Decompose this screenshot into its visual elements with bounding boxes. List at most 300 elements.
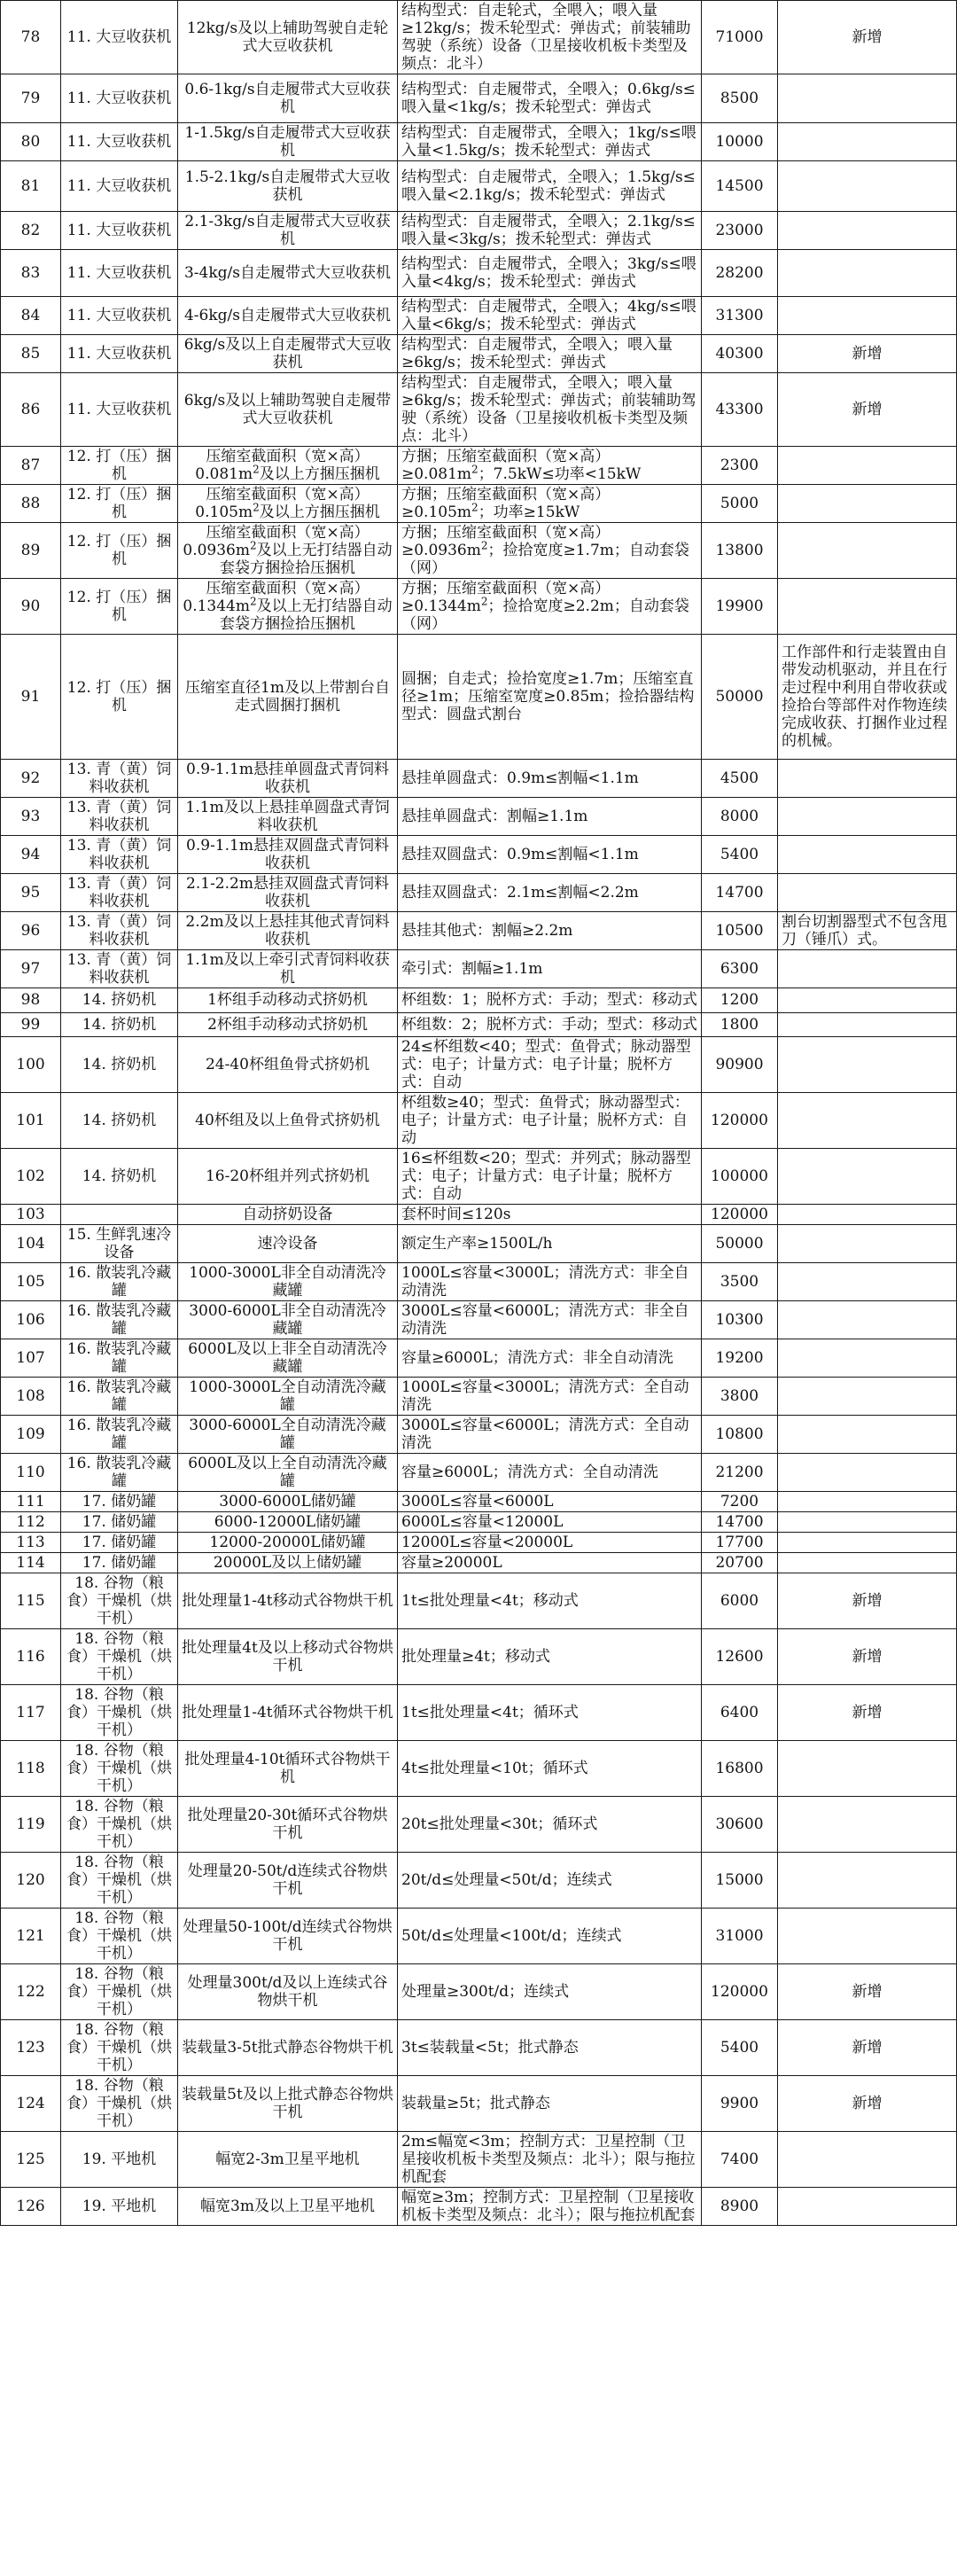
row-item-name: 1.5-2.1kg/s自走履带式大豆收获机 xyxy=(178,161,398,211)
row-spec: 结构型式：自走轮式，全喂入；喂入量≥12kg/s；拨禾轮型式：弹齿式；前装辅助驾驶（系统）设备（卫星接收机板卡类型及频点：北斗） xyxy=(398,1,702,74)
row-note xyxy=(778,1853,957,1909)
row-spec: 结构型式：自走履带式，全喂入；1kg/s≤喂入量<1.5kg/s；拨禾轮型式：弹齿式 xyxy=(398,123,702,161)
row-item-name: 24-40杯组鱼骨式挤奶机 xyxy=(178,1037,398,1093)
row-category: 18. 谷物（粮食）干燥机（烘干机） xyxy=(61,1685,178,1741)
row-number: 79 xyxy=(1,74,61,123)
row-note: 割台切割器型式不包含甩刀（锤爪）式。 xyxy=(778,912,957,950)
row-spec: 方捆；压缩室截面积（宽×高）$\ge 0.1344m^2$；捡拾宽度≥2.2m；自动套袋（网） xyxy=(398,578,702,634)
table-row xyxy=(1,1853,957,1909)
row-spec: 杯组数≥40；型式：鱼骨式；脉动器型式：电子；计量方式：电子计量；脱杯方式：自动 xyxy=(398,1093,702,1149)
row-category: 12. 打（压）捆机 xyxy=(61,446,178,484)
row-category: 11. 大豆收获机 xyxy=(61,123,178,161)
row-category: 14. 挤奶机 xyxy=(61,1037,178,1093)
table-row xyxy=(1,1263,957,1301)
row-note xyxy=(778,446,957,484)
row-number: 110 xyxy=(1,1454,61,1492)
row-amount: 8000 xyxy=(702,798,778,836)
table-row xyxy=(1,1964,957,2020)
row-amount: 10800 xyxy=(702,1416,778,1454)
row-category: 13. 青（黄）饲料收获机 xyxy=(61,836,178,874)
row-category: 18. 谷物（粮食）干燥机（烘干机） xyxy=(61,1853,178,1909)
row-spec: 4t≤批处理量<10t；循环式 xyxy=(398,1741,702,1797)
row-number: 103 xyxy=(1,1205,61,1225)
row-number: 91 xyxy=(1,634,61,759)
row-number: 126 xyxy=(1,2188,61,2226)
table-row xyxy=(1,123,957,161)
row-note xyxy=(778,1378,957,1416)
row-number: 113 xyxy=(1,1533,61,1553)
row-item-name: 6kg/s及以上辅助驾驶自走履带式大豆收获机 xyxy=(178,372,398,446)
row-note xyxy=(778,1263,957,1301)
row-spec: 圆捆；自走式；捡拾宽度≥1.7m；压缩室直径≥1m；压缩室宽度≥0.85m；捡拾器结构型式：圆盘式割台 xyxy=(398,634,702,759)
row-item-name: 压缩室截面积（宽×高）$0.0936m^2$及以上无打结器自动套袋方捆捡拾压捆机 xyxy=(178,522,398,578)
row-note xyxy=(778,211,957,249)
row-spec: 50t/d≤处理量<100t/d；连续式 xyxy=(398,1909,702,1964)
row-number: 99 xyxy=(1,1012,61,1037)
row-note xyxy=(778,296,957,334)
row-category: 18. 谷物（粮食）干燥机（烘干机） xyxy=(61,1629,178,1685)
row-amount: 7400 xyxy=(702,2132,778,2188)
row-category: 11. 大豆收获机 xyxy=(61,372,178,446)
row-category: 17. 储奶罐 xyxy=(61,1492,178,1512)
row-item-name: 幅宽3m及以上卫星平地机 xyxy=(178,2188,398,2226)
row-category: 14. 挤奶机 xyxy=(61,1093,178,1149)
table-row xyxy=(1,1205,957,1225)
row-note xyxy=(778,1741,957,1797)
row-category: 11. 大豆收获机 xyxy=(61,334,178,372)
row-amount: 120000 xyxy=(702,1093,778,1149)
row-spec: 结构型式：自走履带式，全喂入；喂入量≥6kg/s；拨禾轮型式：弹齿式 xyxy=(398,334,702,372)
row-note xyxy=(778,1416,957,1454)
row-number: 84 xyxy=(1,296,61,334)
row-note xyxy=(778,1553,957,1573)
row-item-name: 速冷设备 xyxy=(178,1225,398,1263)
table-row xyxy=(1,161,957,211)
row-amount: 28200 xyxy=(702,249,778,296)
row-spec: 牵引式：割幅≥1.1m xyxy=(398,950,702,988)
row-category: 13. 青（黄）饲料收获机 xyxy=(61,874,178,912)
row-item-name: 处理量300t/d及以上连续式谷物烘干机 xyxy=(178,1964,398,2020)
row-note xyxy=(778,2132,957,2188)
row-category: 16. 散装乳冷藏罐 xyxy=(61,1378,178,1416)
row-amount: 13800 xyxy=(702,522,778,578)
row-number: 92 xyxy=(1,760,61,798)
row-spec: 悬挂单圆盘式：0.9m≤割幅<1.1m xyxy=(398,760,702,798)
row-number: 118 xyxy=(1,1741,61,1797)
row-amount: 5400 xyxy=(702,2020,778,2076)
row-number: 101 xyxy=(1,1093,61,1149)
row-amount: 10500 xyxy=(702,912,778,950)
row-category: 12. 打（压）捆机 xyxy=(61,578,178,634)
row-item-name: 1000-3000L非全自动清洗冷藏罐 xyxy=(178,1263,398,1301)
row-amount: 6400 xyxy=(702,1685,778,1741)
row-spec: 3000L≤容量<6000L xyxy=(398,1492,702,1512)
table-row xyxy=(1,578,957,634)
row-spec: 容量≥20000L xyxy=(398,1553,702,1573)
table-row xyxy=(1,1416,957,1454)
row-category: 19. 平地机 xyxy=(61,2132,178,2188)
row-item-name: 批处理量4t及以上移动式谷物烘干机 xyxy=(178,1629,398,1685)
table-row xyxy=(1,484,957,522)
row-category: 17. 储奶罐 xyxy=(61,1553,178,1573)
row-number: 83 xyxy=(1,249,61,296)
table-row xyxy=(1,1629,957,1685)
row-note xyxy=(778,1037,957,1093)
row-number: 86 xyxy=(1,372,61,446)
table-row xyxy=(1,334,957,372)
row-category: 13. 青（黄）饲料收获机 xyxy=(61,912,178,950)
row-spec: 结构型式：自走履带式，全喂入；2.1kg/s≤喂入量<3kg/s；拨禾轮型式：弹齿式 xyxy=(398,211,702,249)
row-number: 90 xyxy=(1,578,61,634)
row-amount: 20700 xyxy=(702,1553,778,1573)
table-row xyxy=(1,2020,957,2076)
row-amount: 3800 xyxy=(702,1378,778,1416)
row-number: 87 xyxy=(1,446,61,484)
row-item-name: 0.9-1.1m悬挂双圆盘式青饲料收获机 xyxy=(178,836,398,874)
row-item-name: 1000-3000L全自动清洗冷藏罐 xyxy=(178,1378,398,1416)
row-number: 104 xyxy=(1,1225,61,1263)
row-item-name: 2杯组手动移动式挤奶机 xyxy=(178,1012,398,1037)
row-note xyxy=(778,123,957,161)
table-row xyxy=(1,798,957,836)
row-amount: 3500 xyxy=(702,1263,778,1301)
row-number: 89 xyxy=(1,522,61,578)
row-amount: 7200 xyxy=(702,1492,778,1512)
row-spec: 杯组数：2；脱杯方式：手动；型式：移动式 xyxy=(398,1012,702,1037)
row-spec: 3000L≤容量<6000L；清洗方式：全自动清洗 xyxy=(398,1416,702,1454)
row-note xyxy=(778,522,957,578)
table-row xyxy=(1,836,957,874)
row-category: 14. 挤奶机 xyxy=(61,1149,178,1205)
row-item-name: 2.1-2.2m悬挂双圆盘式青饲料收获机 xyxy=(178,874,398,912)
row-number: 97 xyxy=(1,950,61,988)
row-item-name: 4-6kg/s自走履带式大豆收获机 xyxy=(178,296,398,334)
table-row xyxy=(1,1533,957,1553)
table-row xyxy=(1,912,957,950)
row-category: 17. 储奶罐 xyxy=(61,1512,178,1533)
row-note xyxy=(778,1205,957,1225)
row-category: 16. 散装乳冷藏罐 xyxy=(61,1263,178,1301)
row-number: 114 xyxy=(1,1553,61,1573)
row-category: 18. 谷物（粮食）干燥机（烘干机） xyxy=(61,1797,178,1853)
row-note xyxy=(778,874,957,912)
row-note xyxy=(778,1533,957,1553)
row-item-name: 批处理量20-30t循环式谷物烘干机 xyxy=(178,1797,398,1853)
row-category: 16. 散装乳冷藏罐 xyxy=(61,1416,178,1454)
row-item-name: 20000L及以上储奶罐 xyxy=(178,1553,398,1573)
row-amount: 17700 xyxy=(702,1533,778,1553)
row-note xyxy=(778,836,957,874)
row-amount: 5000 xyxy=(702,484,778,522)
table-row xyxy=(1,1301,957,1339)
row-spec: 套杯时间≤120s xyxy=(398,1205,702,1225)
table-row xyxy=(1,1037,957,1093)
row-item-name: 批处理量4-10t循环式谷物烘干机 xyxy=(178,1741,398,1797)
row-number: 120 xyxy=(1,1853,61,1909)
row-category: 13. 青（黄）饲料收获机 xyxy=(61,798,178,836)
table-row xyxy=(1,1797,957,1853)
table-row xyxy=(1,988,957,1013)
row-category: 11. 大豆收获机 xyxy=(61,296,178,334)
row-item-name: 批处理量1-4t循环式谷物烘干机 xyxy=(178,1685,398,1741)
row-spec: 装载量≥5t；批式静态 xyxy=(398,2076,702,2132)
row-item-name: 1杯组手动移动式挤奶机 xyxy=(178,988,398,1013)
row-category: 19. 平地机 xyxy=(61,2188,178,2226)
row-spec: 20t/d≤处理量<50t/d；连续式 xyxy=(398,1853,702,1909)
row-note: 工作部件和行走装置由自带发动机驱动，并且在行走过程中利用自带收获或捡拾台等部件对作物连续完成收获、打捆作业过程的机械。 xyxy=(778,634,957,759)
row-number: 122 xyxy=(1,1964,61,2020)
row-spec: 结构型式：自走履带式，全喂入；3kg/s≤喂入量<4kg/s；拨禾轮型式：弹齿式 xyxy=(398,249,702,296)
row-amount: 15000 xyxy=(702,1853,778,1909)
row-amount: 8900 xyxy=(702,2188,778,2226)
row-item-name: 0.6-1kg/s自走履带式大豆收获机 xyxy=(178,74,398,123)
row-category: 12. 打（压）捆机 xyxy=(61,634,178,759)
table-row xyxy=(1,74,957,123)
row-amount: 19900 xyxy=(702,578,778,634)
row-amount: 9900 xyxy=(702,2076,778,2132)
row-item-name: 3000-6000L全自动清洗冷藏罐 xyxy=(178,1416,398,1454)
row-item-name: 16-20杯组并列式挤奶机 xyxy=(178,1149,398,1205)
row-note xyxy=(778,1012,957,1037)
row-amount: 6300 xyxy=(702,950,778,988)
row-note xyxy=(778,249,957,296)
row-spec: 结构型式：自走履带式，全喂入；4kg/s≤喂入量<6kg/s；拨禾轮型式：弹齿式 xyxy=(398,296,702,334)
table-row xyxy=(1,1378,957,1416)
row-spec: 悬挂双圆盘式：2.1m≤割幅<2.2m xyxy=(398,874,702,912)
row-amount: 90900 xyxy=(702,1037,778,1093)
row-spec: 悬挂单圆盘式：割幅≥1.1m xyxy=(398,798,702,836)
row-amount: 21200 xyxy=(702,1454,778,1492)
row-note xyxy=(778,1149,957,1205)
row-item-name: 6kg/s及以上自走履带式大豆收获机 xyxy=(178,334,398,372)
row-category: 11. 大豆收获机 xyxy=(61,249,178,296)
row-spec: 批处理量≥4t；移动式 xyxy=(398,1629,702,1685)
table-row xyxy=(1,296,957,334)
row-category: 14. 挤奶机 xyxy=(61,1012,178,1037)
table-row xyxy=(1,372,957,446)
row-item-name: 压缩室直径1m及以上带割台自走式圆捆打捆机 xyxy=(178,634,398,759)
row-amount: 40300 xyxy=(702,334,778,372)
table-row xyxy=(1,950,957,988)
table-row xyxy=(1,760,957,798)
row-category xyxy=(61,1205,178,1225)
row-item-name: 幅宽2-3m卫星平地机 xyxy=(178,2132,398,2188)
row-note: 新增 xyxy=(778,372,957,446)
row-amount: 5400 xyxy=(702,836,778,874)
row-spec: 结构型式：自走履带式，全喂入；0.6kg/s≤喂入量<1kg/s；拨禾轮型式：弹齿式 xyxy=(398,74,702,123)
row-spec: 24≤杯组数<40；型式：鱼骨式；脉动器型式：电子；计量方式：电子计量；脱杯方式：自动 xyxy=(398,1037,702,1093)
row-category: 14. 挤奶机 xyxy=(61,988,178,1013)
row-spec: 容量≥6000L；清洗方式：非全自动清洗 xyxy=(398,1339,702,1378)
row-number: 106 xyxy=(1,1301,61,1339)
row-item-name: 2.1-3kg/s自走履带式大豆收获机 xyxy=(178,211,398,249)
table-row xyxy=(1,1149,957,1205)
row-note xyxy=(778,798,957,836)
row-spec: 处理量≥300t/d；连续式 xyxy=(398,1964,702,2020)
row-note xyxy=(778,1301,957,1339)
row-note: 新增 xyxy=(778,334,957,372)
row-number: 100 xyxy=(1,1037,61,1093)
table-row xyxy=(1,1454,957,1492)
row-spec: 方捆；压缩室截面积（宽×高）$\ge 0.105m^2$；功率≥15kW xyxy=(398,484,702,522)
row-amount: 71000 xyxy=(702,1,778,74)
row-item-name: 1-1.5kg/s自走履带式大豆收获机 xyxy=(178,123,398,161)
row-category: 16. 散装乳冷藏罐 xyxy=(61,1339,178,1378)
row-amount: 120000 xyxy=(702,1205,778,1225)
row-category: 12. 打（压）捆机 xyxy=(61,522,178,578)
table-row xyxy=(1,1,957,74)
row-number: 105 xyxy=(1,1263,61,1301)
row-spec: 悬挂其他式：割幅≥2.2m xyxy=(398,912,702,950)
table-row xyxy=(1,2188,957,2226)
row-number: 116 xyxy=(1,1629,61,1685)
row-amount: 50000 xyxy=(702,1225,778,1263)
row-amount: 31000 xyxy=(702,1909,778,1964)
row-amount: 43300 xyxy=(702,372,778,446)
row-amount: 14500 xyxy=(702,161,778,211)
row-amount: 14700 xyxy=(702,1512,778,1533)
row-item-name: 处理量50-100t/d连续式谷物烘干机 xyxy=(178,1909,398,1964)
row-note xyxy=(778,161,957,211)
row-item-name: 40杯组及以上鱼骨式挤奶机 xyxy=(178,1093,398,1149)
row-item-name: 批处理量1-4t移动式谷物烘干机 xyxy=(178,1573,398,1629)
row-category: 11. 大豆收获机 xyxy=(61,74,178,123)
row-amount: 4500 xyxy=(702,760,778,798)
row-item-name: 3-4kg/s自走履带式大豆收获机 xyxy=(178,249,398,296)
row-number: 108 xyxy=(1,1378,61,1416)
table-row xyxy=(1,2132,957,2188)
row-spec: 3t≤装载量<5t；批式静态 xyxy=(398,2020,702,2076)
table-row xyxy=(1,1012,957,1037)
row-number: 82 xyxy=(1,211,61,249)
row-note xyxy=(778,1492,957,1512)
row-category: 18. 谷物（粮食）干燥机（烘干机） xyxy=(61,1741,178,1797)
table-row xyxy=(1,1909,957,1964)
row-note xyxy=(778,1512,957,1533)
row-category: 18. 谷物（粮食）干燥机（烘干机） xyxy=(61,2076,178,2132)
row-note: 新增 xyxy=(778,1,957,74)
row-number: 78 xyxy=(1,1,61,74)
table-row xyxy=(1,874,957,912)
row-amount: 23000 xyxy=(702,211,778,249)
row-number: 102 xyxy=(1,1149,61,1205)
row-note xyxy=(778,988,957,1013)
row-number: 111 xyxy=(1,1492,61,1512)
row-category: 11. 大豆收获机 xyxy=(61,161,178,211)
table-row xyxy=(1,1093,957,1149)
row-number: 80 xyxy=(1,123,61,161)
row-amount: 100000 xyxy=(702,1149,778,1205)
row-number: 121 xyxy=(1,1909,61,1964)
row-note xyxy=(778,578,957,634)
row-number: 85 xyxy=(1,334,61,372)
row-amount: 12600 xyxy=(702,1629,778,1685)
row-spec: 6000L≤容量<12000L xyxy=(398,1512,702,1533)
row-amount: 2300 xyxy=(702,446,778,484)
row-note: 新增 xyxy=(778,1964,957,2020)
row-number: 94 xyxy=(1,836,61,874)
row-amount: 31300 xyxy=(702,296,778,334)
row-item-name: 6000-12000L储奶罐 xyxy=(178,1512,398,1533)
row-category: 18. 谷物（粮食）干燥机（烘干机） xyxy=(61,1573,178,1629)
row-item-name: 压缩室截面积（宽×高）$0.1344m^2$及以上无打结器自动套袋方捆捡拾压捆机 xyxy=(178,578,398,634)
row-note xyxy=(778,74,957,123)
row-number: 81 xyxy=(1,161,61,211)
row-item-name: 3000-6000L非全自动清洗冷藏罐 xyxy=(178,1301,398,1339)
table-row xyxy=(1,1225,957,1263)
row-category: 16. 散装乳冷藏罐 xyxy=(61,1454,178,1492)
row-amount: 10000 xyxy=(702,123,778,161)
row-note xyxy=(778,1797,957,1853)
row-item-name: 0.9-1.1m悬挂单圆盘式青饲料收获机 xyxy=(178,760,398,798)
row-category: 16. 散装乳冷藏罐 xyxy=(61,1301,178,1339)
row-note xyxy=(778,484,957,522)
row-item-name: 3000-6000L储奶罐 xyxy=(178,1492,398,1512)
row-note xyxy=(778,760,957,798)
row-note xyxy=(778,2188,957,2226)
row-amount: 30600 xyxy=(702,1797,778,1853)
table-row xyxy=(1,1553,957,1573)
row-note: 新增 xyxy=(778,1685,957,1741)
table-row xyxy=(1,1492,957,1512)
row-category: 13. 青（黄）饲料收获机 xyxy=(61,760,178,798)
row-category: 18. 谷物（粮食）干燥机（烘干机） xyxy=(61,1964,178,2020)
row-spec: 悬挂双圆盘式：0.9m≤割幅<1.1m xyxy=(398,836,702,874)
row-item-name: 压缩室截面积（宽×高）$0.105m^2$及以上方捆压捆机 xyxy=(178,484,398,522)
row-note: 新增 xyxy=(778,1573,957,1629)
table-row xyxy=(1,249,957,296)
row-note xyxy=(778,950,957,988)
row-item-name: 自动挤奶设备 xyxy=(178,1205,398,1225)
row-amount: 6000 xyxy=(702,1573,778,1629)
row-item-name: 1.1m及以上牵引式青饲料收获机 xyxy=(178,950,398,988)
row-item-name: 装载量5t及以上批式静态谷物烘干机 xyxy=(178,2076,398,2132)
row-spec: 1t≤批处理量<4t；循环式 xyxy=(398,1685,702,1741)
row-spec: 3000L≤容量<6000L；清洗方式：非全自动清洗 xyxy=(398,1301,702,1339)
row-amount: 19200 xyxy=(702,1339,778,1378)
row-number: 98 xyxy=(1,988,61,1013)
row-category: 17. 储奶罐 xyxy=(61,1533,178,1553)
row-number: 124 xyxy=(1,2076,61,2132)
row-category: 18. 谷物（粮食）干燥机（烘干机） xyxy=(61,1909,178,1964)
table-row xyxy=(1,1339,957,1378)
row-number: 93 xyxy=(1,798,61,836)
row-category: 15. 生鲜乳速冷设备 xyxy=(61,1225,178,1263)
row-spec: 方捆；压缩室截面积（宽×高）$\ge 0.081m^2$；7.5kW≤功率<15kW xyxy=(398,446,702,484)
row-category: 11. 大豆收获机 xyxy=(61,211,178,249)
row-spec: 2m≤幅宽<3m；控制方式：卫星控制（卫星接收机板卡类型及频点：北斗）；限与拖拉机配套 xyxy=(398,2132,702,2188)
row-item-name: 压缩室截面积（宽×高）$0.081m^2$及以上方捆压捆机 xyxy=(178,446,398,484)
row-spec: 12000L≤容量<20000L xyxy=(398,1533,702,1553)
row-spec: 方捆；压缩室截面积（宽×高）$\ge 0.0936m^2$；捡拾宽度≥1.7m；自动套袋（网） xyxy=(398,522,702,578)
table-row xyxy=(1,211,957,249)
table-row xyxy=(1,1741,957,1797)
row-amount: 10300 xyxy=(702,1301,778,1339)
row-number: 95 xyxy=(1,874,61,912)
row-spec: 结构型式：自走履带式，全喂入；喂入量≥6kg/s；拨禾轮型式：弹齿式；前装辅助驾驶（系统）设备（卫星接收机板卡类型及频点：北斗） xyxy=(398,372,702,446)
row-note: 新增 xyxy=(778,2076,957,2132)
row-number: 123 xyxy=(1,2020,61,2076)
row-number: 96 xyxy=(1,912,61,950)
row-note xyxy=(778,1454,957,1492)
row-note xyxy=(778,1339,957,1378)
table-row xyxy=(1,2076,957,2132)
row-amount: 16800 xyxy=(702,1741,778,1797)
row-item-name: 12000-20000L储奶罐 xyxy=(178,1533,398,1553)
row-item-name: 2.2m及以上悬挂其他式青饲料收获机 xyxy=(178,912,398,950)
row-spec: 结构型式：自走履带式，全喂入；1.5kg/s≤喂入量<2.1kg/s；拨禾轮型式：弹齿式 xyxy=(398,161,702,211)
row-note xyxy=(778,1093,957,1149)
